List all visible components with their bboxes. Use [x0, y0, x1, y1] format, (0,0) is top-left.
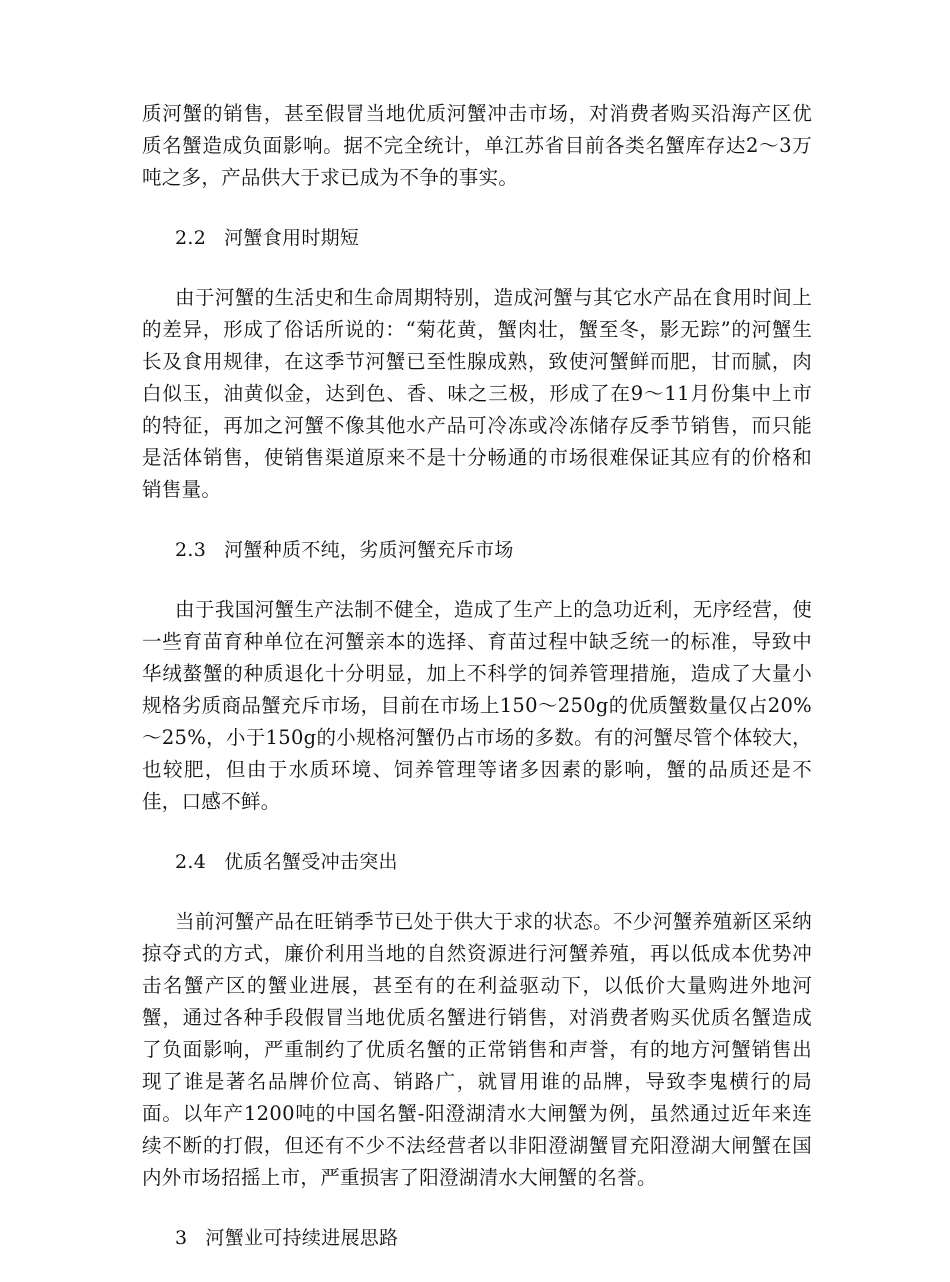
section-title: 优质名蟹受冲击突出: [224, 851, 398, 873]
paragraph-2-3: 由于我国河蟹生产法制不健全，造成了生产上的急功近利，无序经营，使一些育苗育种单位在河蟹亲本的选择、育苗过程中缺乏统一的标准，导致中华绒螯蟹的种质退化十分明显，加上不科学的饲养管理措施，造成了大量小规格劣质商品蟹充斥市场，目前在市场上150～250g的优质蟹数量仅占20%～25%，小于150g的小规格河蟹仍占市场的多数。有的河蟹尽管个体较大，也较肥，但由于水质环境、饲养管理等诸多因素的影响，蟹的品质还是不佳，口感不鲜。: [142, 598, 812, 813]
paragraph-2-4: 当前河蟹产品在旺销季节已处于供大于求的状态。不少河蟹养殖新区采纳掠夺式的方式，廉价利用当地的自然资源进行河蟹养殖，再以低成本优势冲击名蟹产区的蟹业进展，甚至有的在利益驱动下，以低价大量购进外地河蟹，通过各种手段假冒当地优质名蟹进行销售，对消费者购买优质名蟹造成了负面影响，严重制约了优质名蟹的正常销售和声誉，有的地方河蟹销售出现了谁是著名品牌价位高、销路广，就冒用谁的品牌，导致李鬼横行的局面。以年产1200吨的中国名蟹-阳澄湖清水大闸蟹为例，虽然通过近年来连续不断的打假，但还有不少不法经营者以非阳澄湖蟹冒充阳澄湖大闸蟹在国内外市场招摇上市，严重损害了阳澄湖清水大闸蟹的名誉。: [142, 910, 812, 1189]
section-heading-3: [142, 1222, 812, 1254]
section-number: 3: [175, 1227, 188, 1249]
section-title: 河蟹业可持续进展思路: [205, 1227, 399, 1249]
section-number: 2.3: [175, 539, 207, 561]
section-heading-2-2: [142, 222, 812, 254]
section-title: 河蟹种质不纯，劣质河蟹充斥市场: [224, 539, 514, 561]
section-heading-2-3: [142, 534, 812, 566]
paragraph-2-2: 由于河蟹的生活史和生命周期特别，造成河蟹与其它水产品在食用时间上的差异，形成了俗话所说的：“菊花黄，蟹肉壮，蟹至冬，影无踪”的河蟹生长及食用规律，在这季节河蟹已至性腺成熟，致使河蟹鲜而肥，甘而腻，肉白似玉，油黄似金，达到色、香、味之三极，形成了在9～11月份集中上市的特征，再加之河蟹不像其他水产品可冷冻或冷冻储存反季节销售，而只能是活体销售，使销售渠道原来不是十分畅通的市场很难保证其应有的价格和销售量。: [142, 286, 812, 501]
section-heading-2-4: [142, 846, 812, 878]
document-body: [142, 98, 812, 1282]
paragraph-continuation: 质河蟹的销售，甚至假冒当地优质河蟹冲击市场，对消费者购买沿海产区优质名蟹造成负面影响。据不完全统计，单江苏省目前各类名蟹库存达2～3万吨之多，产品供大于求已成为不争的事实。: [142, 102, 812, 189]
section-number: 2.2: [175, 227, 207, 249]
section-title: 河蟹食用时期短: [224, 227, 360, 249]
section-number: 2.4: [175, 851, 207, 873]
